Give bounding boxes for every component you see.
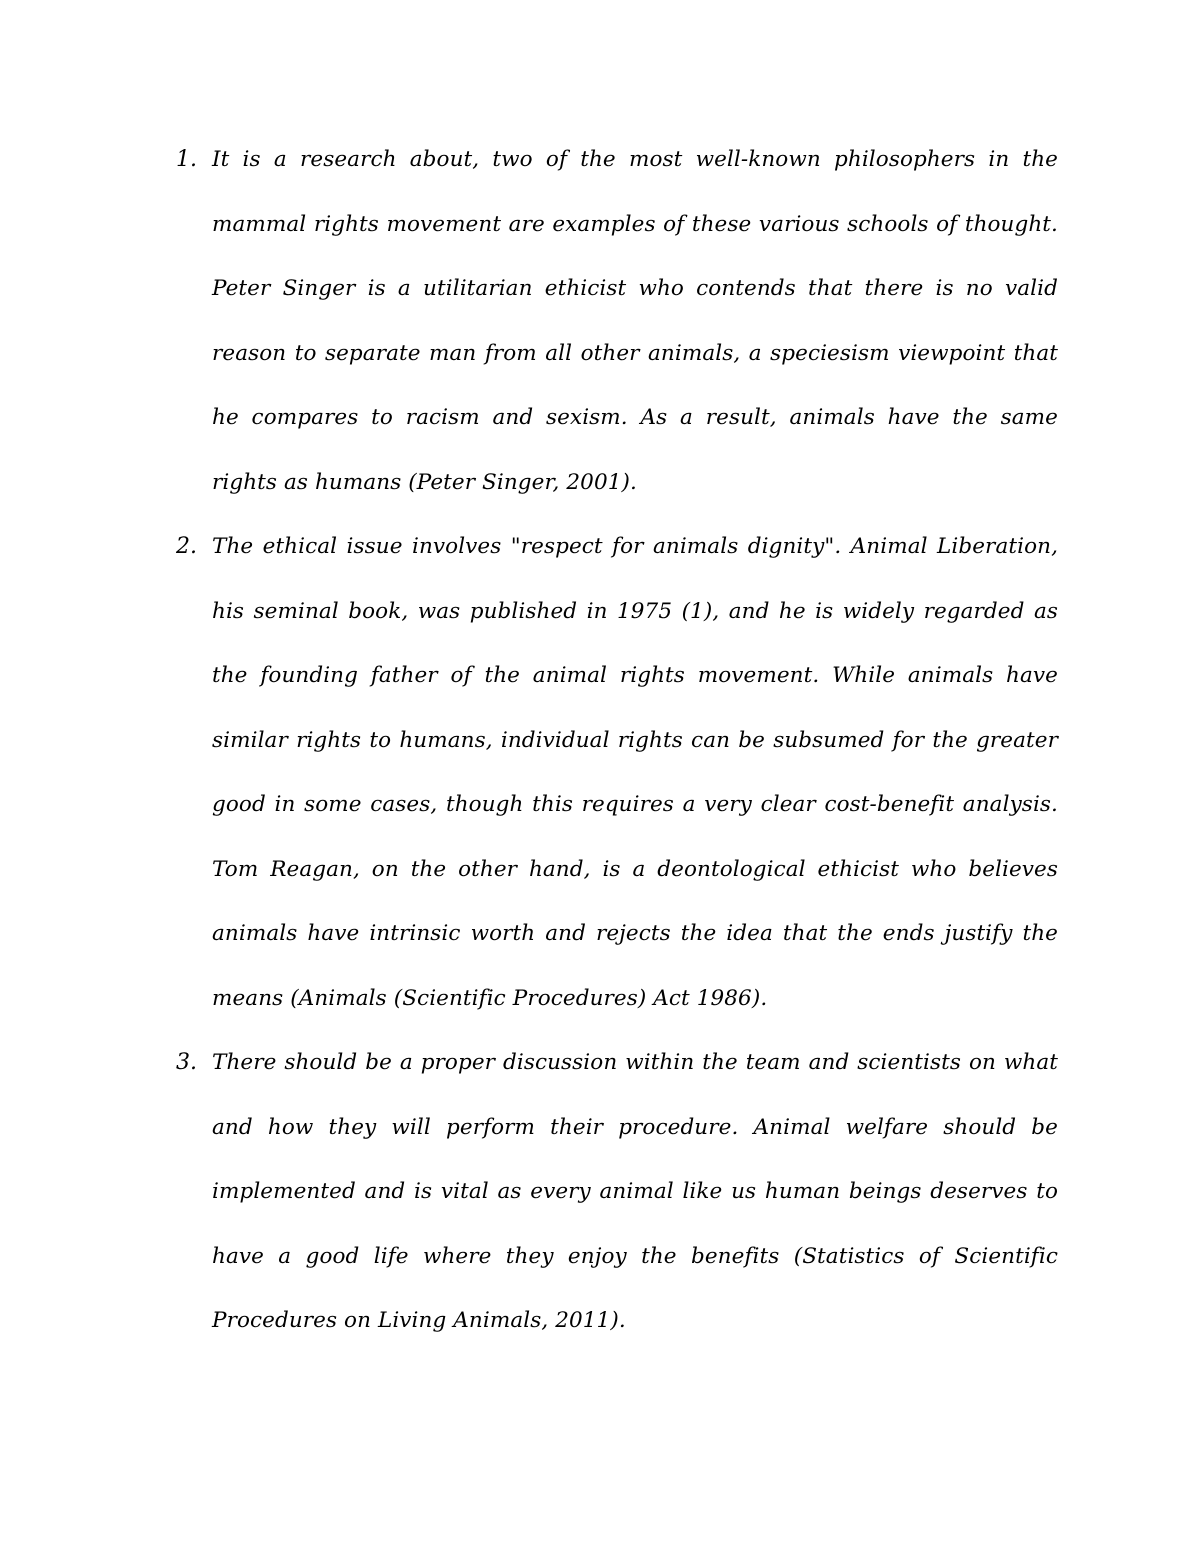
list-item-number: 1. — [176, 147, 197, 172]
numbered-list — [170, 128, 1058, 1354]
list-item-number: 3. — [176, 1050, 197, 1075]
list-item-number: 2. — [176, 534, 197, 559]
list-item-1 — [170, 128, 1058, 515]
list-item-text: There should be a proper discussion within the team and scientists on what and how they will perform their procedure. Animal welfare should be implemented and is vital as every animal like us human beings deserves to have a good life where they enjoy the benefits (Statistics of Scientific Procedures on Living Animals, 2011). — [212, 1050, 1058, 1333]
list-item-2 — [170, 515, 1058, 1031]
list-item-text: It is a research about, two of the most well-known philosophers in the mammal rights movement are examples of these various schools of thought. Peter Singer is a utilitarian ethicist who contends that there is no valid reason to separate man from all other animals, a speciesism viewpoint that he compares to racism and sexism. As a result, animals have the same rights as humans (Peter Singer, 2001). — [212, 147, 1058, 495]
list-item-3 — [170, 1031, 1058, 1354]
list-item-text: The ethical issue involves "respect for animals dignity". Animal Liberation, his seminal book, was published in 1975 (1), and he is widely regarded as the founding father of the animal rights movement. While animals have similar rights to humans, individual rights can be subsumed for the greater good in some cases, though this requires a very clear cost-benefit analysis. Tom Reagan, on the other hand, is a deontological ethicist who believes animals have intrinsic worth and rejects the idea that the ends justify the means (Animals (Scientific Procedures) Act 1986). — [212, 534, 1058, 1011]
